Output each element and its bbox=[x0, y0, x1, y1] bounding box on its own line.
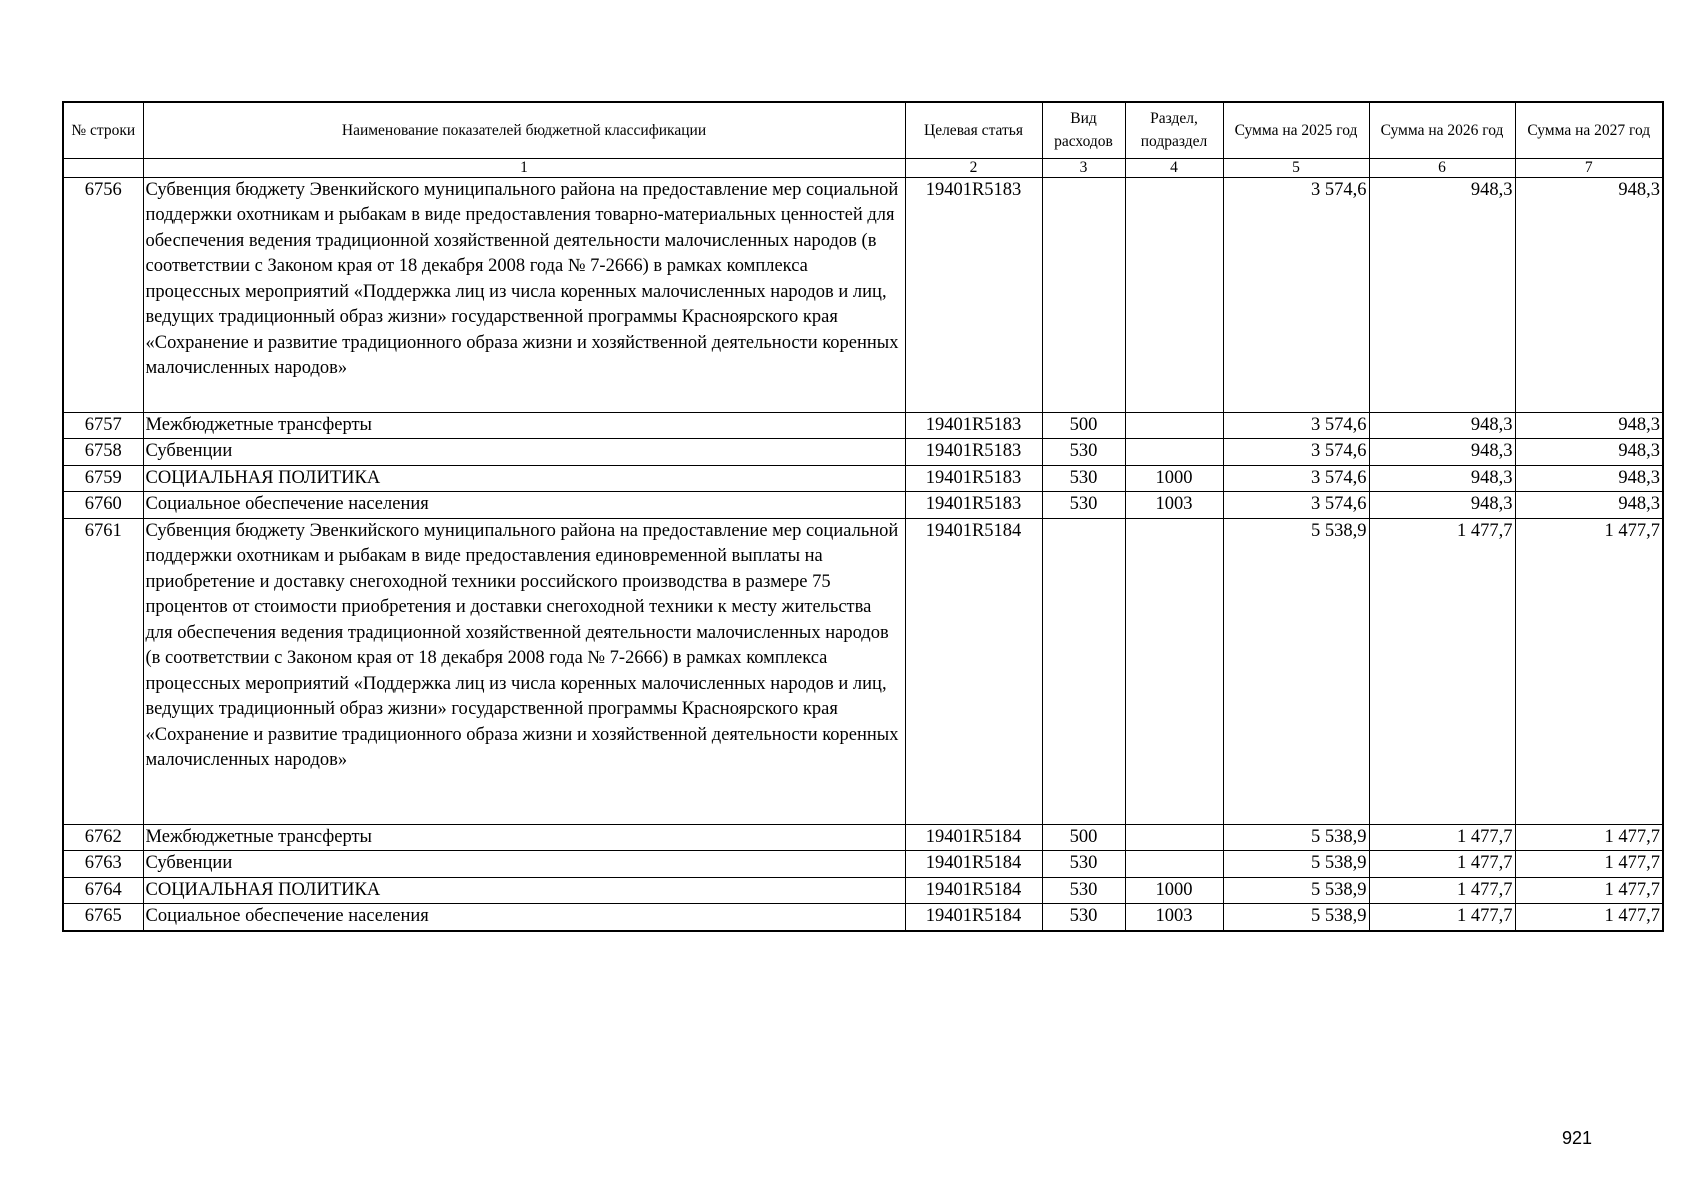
header-section: Раздел, подраздел bbox=[1125, 102, 1223, 158]
row-number: 6764 bbox=[63, 877, 143, 904]
row-number: 6759 bbox=[63, 465, 143, 492]
table-row bbox=[63, 824, 1663, 851]
row-sum-2026: 1 477,7 bbox=[1369, 904, 1515, 931]
row-target-article: 19401R5183 bbox=[905, 492, 1042, 519]
row-sum-2026: 948,3 bbox=[1369, 492, 1515, 519]
table-row bbox=[63, 492, 1663, 519]
row-target-article: 19401R5183 bbox=[905, 465, 1042, 492]
table-row bbox=[63, 439, 1663, 466]
row-expense-type: 500 bbox=[1042, 824, 1125, 851]
row-sum-2026: 948,3 bbox=[1369, 177, 1515, 412]
row-name: Социальное обеспечение населения bbox=[143, 492, 905, 519]
column-number: 2 bbox=[905, 158, 1042, 177]
row-sum-2025: 5 538,9 bbox=[1223, 518, 1369, 824]
row-name: Межбюджетные трансферты bbox=[143, 412, 905, 439]
row-sum-2027: 1 477,7 bbox=[1515, 877, 1663, 904]
row-section bbox=[1125, 824, 1223, 851]
row-sum-2025: 5 538,9 bbox=[1223, 877, 1369, 904]
header-target-article: Целевая статья bbox=[905, 102, 1042, 158]
row-number: 6757 bbox=[63, 412, 143, 439]
row-name: Субвенция бюджету Эвенкийского муниципального района на предоставление мер социальной поддержки охотникам и рыбакам в виде предоставления единовременной выплаты на приобретение и доставку снегоходной техники российского производства в размере 75 процентов от стоимости приобретения и доставки снегоходной техники к месту жительства для обеспечения ведения традиционной хозяйственной деятельности малочисленных народов (в соответствии с Законом края от 18 декабря 2008 года № 7-2666) в рамках комплекса процессных мероприятий «Поддержка лиц из числа коренных малочисленных народов и лиц, ведущих традиционный образ жизни» государственной программы Красноярского края «Сохранение и развитие традиционного образа жизни и хозяйственной деятельности коренных малочисленных народов» bbox=[143, 518, 905, 824]
row-target-article: 19401R5184 bbox=[905, 904, 1042, 931]
row-sum-2025: 3 574,6 bbox=[1223, 492, 1369, 519]
row-name: Межбюджетные трансферты bbox=[143, 824, 905, 851]
row-sum-2025: 3 574,6 bbox=[1223, 177, 1369, 412]
row-section bbox=[1125, 518, 1223, 824]
row-section: 1003 bbox=[1125, 904, 1223, 931]
row-sum-2027: 948,3 bbox=[1515, 412, 1663, 439]
row-sum-2026: 1 477,7 bbox=[1369, 518, 1515, 824]
row-name: Субвенции bbox=[143, 851, 905, 878]
column-number-row bbox=[63, 158, 1663, 177]
row-sum-2025: 5 538,9 bbox=[1223, 851, 1369, 878]
row-section bbox=[1125, 439, 1223, 466]
row-sum-2027: 948,3 bbox=[1515, 177, 1663, 412]
column-number: 3 bbox=[1042, 158, 1125, 177]
row-sum-2025: 3 574,6 bbox=[1223, 465, 1369, 492]
header-sum-2027: Сумма на 2027 год bbox=[1515, 102, 1663, 158]
column-number: 4 bbox=[1125, 158, 1223, 177]
row-section: 1000 bbox=[1125, 465, 1223, 492]
row-target-article: 19401R5183 bbox=[905, 177, 1042, 412]
table-body bbox=[63, 177, 1663, 931]
row-section: 1003 bbox=[1125, 492, 1223, 519]
row-expense-type bbox=[1042, 518, 1125, 824]
row-target-article: 19401R5184 bbox=[905, 824, 1042, 851]
row-sum-2025: 5 538,9 bbox=[1223, 904, 1369, 931]
row-sum-2025: 3 574,6 bbox=[1223, 412, 1369, 439]
row-target-article: 19401R5184 bbox=[905, 851, 1042, 878]
row-section: 1000 bbox=[1125, 877, 1223, 904]
row-number: 6760 bbox=[63, 492, 143, 519]
header-expense-type: Вид расходов bbox=[1042, 102, 1125, 158]
table-row bbox=[63, 518, 1663, 824]
row-expense-type: 530 bbox=[1042, 439, 1125, 466]
header-sum-2026: Сумма на 2026 год bbox=[1369, 102, 1515, 158]
table-row bbox=[63, 412, 1663, 439]
row-expense-type bbox=[1042, 177, 1125, 412]
table-row bbox=[63, 877, 1663, 904]
row-sum-2027: 948,3 bbox=[1515, 492, 1663, 519]
row-sum-2026: 948,3 bbox=[1369, 465, 1515, 492]
row-target-article: 19401R5184 bbox=[905, 518, 1042, 824]
row-sum-2027: 1 477,7 bbox=[1515, 824, 1663, 851]
row-section bbox=[1125, 412, 1223, 439]
row-section bbox=[1125, 851, 1223, 878]
page-number: 921 bbox=[1562, 1128, 1593, 1148]
row-name: Субвенции bbox=[143, 439, 905, 466]
row-expense-type: 530 bbox=[1042, 877, 1125, 904]
row-number: 6762 bbox=[63, 824, 143, 851]
table-row bbox=[63, 904, 1663, 931]
row-section bbox=[1125, 177, 1223, 412]
row-sum-2026: 1 477,7 bbox=[1369, 824, 1515, 851]
row-expense-type: 530 bbox=[1042, 465, 1125, 492]
row-sum-2027: 1 477,7 bbox=[1515, 904, 1663, 931]
row-sum-2025: 5 538,9 bbox=[1223, 824, 1369, 851]
row-name: Субвенция бюджету Эвенкийского муниципального района на предоставление мер социальной поддержки охотникам и рыбакам в виде предоставления товарно-материальных ценностей для обеспечения ведения традиционной хозяйственной деятельности малочисленных народов (в соответствии с Законом края от 18 декабря 2008 года № 7-2666) в рамках комплекса процессных мероприятий «Поддержка лиц из числа коренных малочисленных народов и лиц, ведущих традиционный образ жизни» государственной программы Красноярского края «Сохранение и развитие традиционного образа жизни и хозяйственной деятельности коренных малочисленных народов» bbox=[143, 177, 905, 412]
row-expense-type: 530 bbox=[1042, 904, 1125, 931]
column-number: 7 bbox=[1515, 158, 1663, 177]
column-number-blank bbox=[63, 158, 143, 177]
row-sum-2027: 1 477,7 bbox=[1515, 851, 1663, 878]
row-number: 6763 bbox=[63, 851, 143, 878]
row-target-article: 19401R5183 bbox=[905, 412, 1042, 439]
row-sum-2027: 948,3 bbox=[1515, 439, 1663, 466]
row-sum-2026: 1 477,7 bbox=[1369, 877, 1515, 904]
row-expense-type: 500 bbox=[1042, 412, 1125, 439]
row-sum-2026: 948,3 bbox=[1369, 439, 1515, 466]
column-number: 6 bbox=[1369, 158, 1515, 177]
header-row-number: № строки bbox=[63, 102, 143, 158]
row-name: СОЦИАЛЬНАЯ ПОЛИТИКА bbox=[143, 877, 905, 904]
header-name: Наименование показателей бюджетной классификации bbox=[143, 102, 905, 158]
budget-table bbox=[62, 101, 1664, 932]
row-sum-2025: 3 574,6 bbox=[1223, 439, 1369, 466]
header-sum-2025: Сумма на 2025 год bbox=[1223, 102, 1369, 158]
table-header bbox=[63, 102, 1663, 177]
row-sum-2026: 1 477,7 bbox=[1369, 851, 1515, 878]
row-expense-type: 530 bbox=[1042, 492, 1125, 519]
row-number: 6758 bbox=[63, 439, 143, 466]
row-name: Социальное обеспечение населения bbox=[143, 904, 905, 931]
table-row bbox=[63, 177, 1663, 412]
row-sum-2027: 948,3 bbox=[1515, 465, 1663, 492]
row-number: 6765 bbox=[63, 904, 143, 931]
row-target-article: 19401R5184 bbox=[905, 877, 1042, 904]
column-number: 1 bbox=[143, 158, 905, 177]
row-number: 6756 bbox=[63, 177, 143, 412]
row-expense-type: 530 bbox=[1042, 851, 1125, 878]
column-number: 5 bbox=[1223, 158, 1369, 177]
row-target-article: 19401R5183 bbox=[905, 439, 1042, 466]
row-number: 6761 bbox=[63, 518, 143, 824]
table-row bbox=[63, 851, 1663, 878]
row-sum-2026: 948,3 bbox=[1369, 412, 1515, 439]
row-name: СОЦИАЛЬНАЯ ПОЛИТИКА bbox=[143, 465, 905, 492]
row-sum-2027: 1 477,7 bbox=[1515, 518, 1663, 824]
table-row bbox=[63, 465, 1663, 492]
